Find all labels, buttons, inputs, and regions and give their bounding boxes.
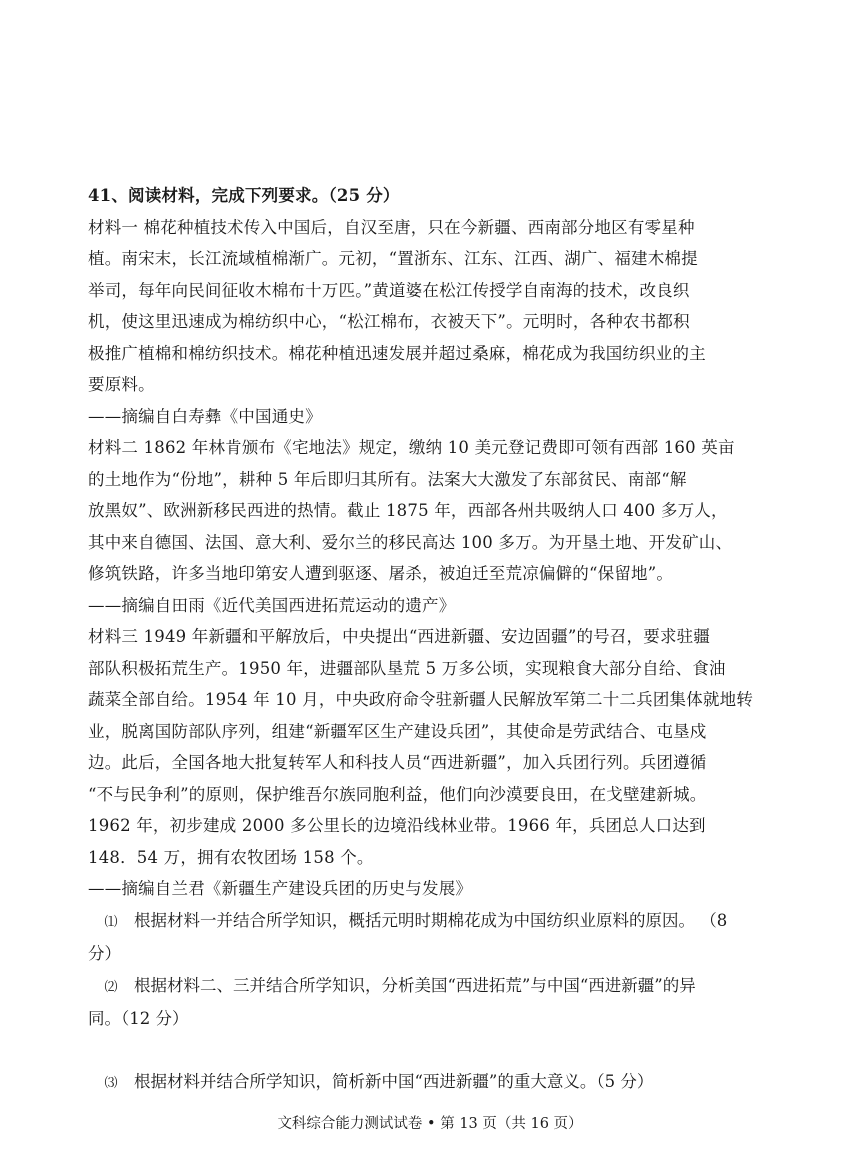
subquestion-text: 根据材料二、三并结合所学知识，分析美国“西进拓荒”与中国“西进新疆”的异	[134, 975, 696, 995]
material-2-source: ——摘编自田雨《近代美国西进拓荒运动的遗产》	[88, 595, 456, 615]
exam-page-content	[88, 180, 788, 1099]
material-1-line: 植。南宋末，长江流域植棉渐广。元初，“置浙东、江东、江西、湖广、福建木棉提	[88, 249, 698, 268]
material-1-line: 机，使这里迅速成为棉纺织中心，“松江棉布，衣被天下”。元明时，各种农书都积	[88, 312, 690, 331]
material-2-line: 的土地作为“份地”，耕种 5 年后即归其所有。法案大大激发了东部贫民、南部“解	[88, 469, 687, 489]
subquestion-text: 根据材料并结合所学知识，简析新中国“西进新疆”的重大意义。（5 分）	[134, 1071, 654, 1091]
subquestion-number: ⑴	[104, 914, 118, 930]
material-3-line: 材料三 1949 年新疆和平解放后，中央提出“西进新疆、安边固疆”的号召，要求驻疆	[88, 627, 711, 646]
material-3-line: “不与民争利”的原则，保护维吾尔族同胞利益，他们向沙漠要良田，在戈壁建新城。	[88, 784, 707, 804]
subquestion-1	[88, 905, 788, 970]
material-3	[88, 621, 788, 905]
material-1-line: 举司，每年向民间征收木棉布十万匹。”黄道婆在松江传授学自南海的技术，改良织	[88, 280, 690, 300]
material-2-line: 修筑铁路，许多当地印第安人遭到驱逐、屠杀，被迫迁至荒凉偏僻的“保留地”。	[88, 564, 674, 583]
material-3-line: 148．54 万，拥有农牧团场 158 个。	[88, 847, 374, 867]
page-footer: 文科综合能力测试试卷 • 第 13 页（共 16 页）	[277, 1116, 583, 1132]
material-3-line: 业，脱离国防部队序列，组建“新疆军区生产建设兵团”，其使命是劳武结合、屯垦戍	[88, 721, 707, 741]
material-2	[88, 432, 788, 621]
material-3-line: 边。此后，全国各地大批复转军人和科技人员“西进新疆”，加入兵团行列。兵团遵循	[88, 753, 707, 772]
subquestion-3	[88, 1066, 788, 1100]
material-1-line: 要原料。	[88, 375, 155, 394]
subquestion-text-continued: 分）	[88, 944, 121, 963]
material-1-line: 材料一 棉花种植技术传入中国后，自汉至唐，只在今新疆、西南部分地区有零星种	[88, 217, 695, 237]
subquestion-number: ⑶	[104, 1075, 118, 1091]
material-2-line: 放黑奴”、欧洲新移民西进的热情。截止 1875 年，西部各州共吸纳人口 400 多万人，	[88, 501, 728, 520]
answer-gap	[88, 1035, 788, 1066]
material-3-line: 部队积极拓荒生产。1950 年，进疆部队垦荒 5 万多公顷，实现粮食大部分自给、食油	[88, 658, 726, 678]
material-1-line: 极推广植棉和棉纺织技术。棉花种植迅速发展并超过桑麻，棉花成为我国纺织业的主	[88, 343, 706, 363]
subquestion-text: 根据材料一并结合所学知识，概括元明时期棉花成为中国纺织业原料的原因。 （8	[134, 910, 728, 930]
question-title: 41、阅读材料，完成下列要求。（25 分）	[88, 186, 400, 205]
material-1	[88, 212, 788, 433]
material-2-line: 材料二 1862 年林肯颁布《宅地法》规定，缴纳 10 美元登记费即可领有西部 160 英亩	[88, 438, 735, 457]
material-1-source: ——摘编自白寿彝《中国通史》	[88, 406, 322, 426]
material-3-line: 1962 年，初步建成 2000 多公里长的边境沿线林业带。1966 年，兵团总人口达到	[88, 816, 706, 835]
subquestion-number: ⑵	[104, 979, 118, 995]
subquestion-2	[88, 970, 788, 1035]
material-3-source: ——摘编自兰君《新疆生产建设兵团的历史与发展》	[88, 879, 473, 898]
subquestion-text-continued: 同。（12 分）	[88, 1009, 189, 1028]
material-2-line: 其中来自德国、法国、意大利、爱尔兰的移民高达 100 多万。为开垦土地、开发矿山、	[88, 532, 733, 552]
material-3-line: 蔬菜全部自给。1954 年 10 月，中央政府命令驻新疆人民解放军第二十二兵团集体就地转	[88, 690, 754, 709]
